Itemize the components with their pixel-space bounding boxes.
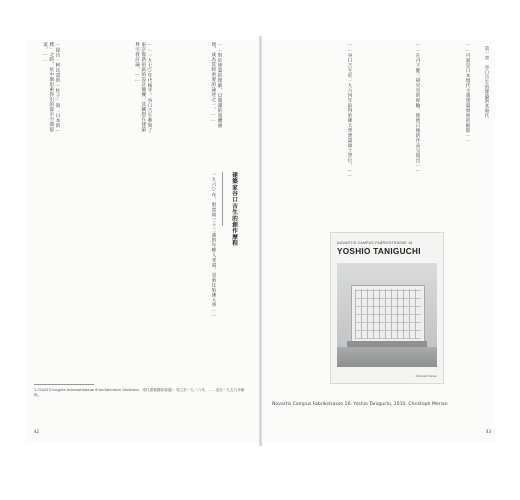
- right-body-column-2: ……在丹下健三研究室的經驗，使他日後的作品呈現出……: [415, 42, 420, 174]
- left-body-column-3: ……對於建築的理解，以簡潔的量體處理，成為當時重要的論述之一。……: [210, 42, 222, 128]
- footnote-rule: [34, 384, 94, 385]
- book-cover-title: YOSHIO TANIGUCHI: [337, 247, 421, 256]
- building-photo: [337, 263, 437, 367]
- footnote: 2 CIAM (Congrès Internationaux d'Architecture Moderne，現代建築國際會議)：成立於一九二八年，……並於一九五九年解散。: [34, 388, 245, 397]
- left-folio: 42: [34, 429, 40, 434]
- right-folio: 43: [486, 429, 492, 434]
- book-cover-publisher: Christoph Merian: [415, 374, 437, 378]
- right-body-column-3: ……可說是日本現代主義建築發展的縮影……: [465, 42, 470, 144]
- book-cover-image: [330, 232, 444, 384]
- heading-rule: [222, 172, 223, 226]
- section-heading: 建築家谷口吉生的創作歷程: [231, 172, 237, 247]
- book-cover-subtitle: NOVARTIS CAMPUS FABRIKSTRASSE 16: [337, 241, 413, 245]
- right-body-column-1: ……谷口吉生於一九六四年取得哈佛大學建築碩士學位，……: [347, 42, 352, 179]
- left-body-column-4: 一九六○年，對當時三十二歲的年輕人來說，是前往哈佛大學……: [211, 172, 216, 319]
- figure-caption: Novartis Campus Fabrikstrasse 16: Yoshio Taniguchi, 2010, Christoph Merian: [272, 402, 448, 407]
- running-head: 第一章 谷口吉生的建築與其時代: [484, 46, 489, 118]
- left-body-column-2: ……一九七○年代後半，谷口吉生參與了東京都新宿區的設計競賽，其構想在建築界引發討論。……: [134, 42, 152, 134]
- left-body-column-1: …提出「柯比意的…柱子」與「日本的…樸」之時，於中期思索得出的都市空間提案。……: [42, 42, 60, 134]
- building-ground: [337, 347, 437, 367]
- building-facade: [351, 285, 425, 343]
